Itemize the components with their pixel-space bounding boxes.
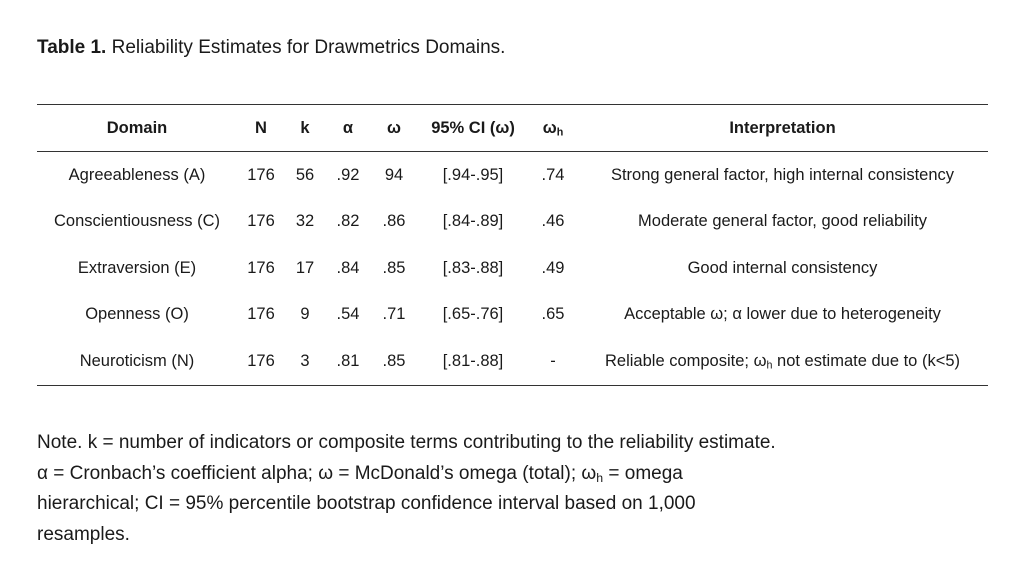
cell-omega-h: - <box>550 351 556 370</box>
header-omega: ω <box>387 118 401 137</box>
cell-ci: [.83-.88] <box>442 258 504 277</box>
table-header <box>37 105 988 152</box>
cell-n: 176 <box>247 305 275 324</box>
cell-alpha: .84 <box>336 258 360 277</box>
header-domain: Domain <box>106 118 168 137</box>
cell-domain: Extraversion (E) <box>77 258 197 277</box>
cell-k: 9 <box>300 305 310 324</box>
cell-interpretation: Good internal consistency <box>687 258 878 277</box>
cell-n: 176 <box>247 165 275 184</box>
cell-omega: .71 <box>382 305 406 324</box>
cell-k: 17 <box>295 258 315 277</box>
cell-k: 3 <box>300 351 310 370</box>
cell-alpha: .82 <box>336 212 360 231</box>
cell-omega: 94 <box>384 165 404 184</box>
table-row <box>37 245 988 292</box>
header-omega-h-sub: h <box>556 126 564 139</box>
table-row <box>37 338 988 385</box>
reliability-table-container <box>37 104 988 386</box>
header-alpha: α <box>342 118 354 137</box>
header-ci: 95% CI (ω) <box>431 118 515 137</box>
cell-k: 56 <box>295 165 315 184</box>
note-line-1: Note. k = number of indicators or composite terms contributing to the reliability estimate. <box>37 432 776 453</box>
header-omega-h <box>529 105 577 152</box>
cell-alpha: .92 <box>336 165 360 184</box>
cell-alpha: .81 <box>336 351 360 370</box>
table-row <box>37 199 988 246</box>
caption-title: Reliability Estimates for Drawmetrics Domains. <box>106 37 506 58</box>
cell-omega-h: .46 <box>541 212 565 231</box>
note-line-2-post: = omega <box>603 462 683 484</box>
cell-domain: Openness (O) <box>85 305 189 324</box>
cell-interpretation <box>577 338 988 385</box>
cell-ci: [.94-.95] <box>442 165 504 184</box>
header-row <box>37 105 988 152</box>
table-caption <box>37 36 505 60</box>
interpretation-pre: Reliable composite; ω <box>605 351 767 370</box>
table-body <box>37 152 988 386</box>
cell-interpretation: Moderate general factor, good reliability <box>638 212 927 231</box>
cell-omega: .85 <box>382 351 406 370</box>
table-row <box>37 152 988 199</box>
header-interpretation: Interpretation <box>729 118 836 137</box>
cell-omega: .86 <box>382 212 406 231</box>
cell-omega-h: .49 <box>541 258 565 277</box>
cell-domain: Conscientiousness (C) <box>54 212 220 231</box>
cell-interpretation: Acceptable ω; α lower due to heterogeneity <box>624 305 941 324</box>
cell-n: 176 <box>247 212 275 231</box>
note-line-4: resamples. <box>37 523 130 545</box>
cell-k: 32 <box>295 212 315 231</box>
reliability-table <box>37 104 988 386</box>
note-line-3: hierarchical; CI = 95% percentile bootstrap confidence interval based on 1,000 <box>37 493 696 514</box>
cell-omega: .85 <box>382 258 406 277</box>
cell-ci: [.84-.89] <box>442 212 504 231</box>
cell-omega-h: .74 <box>541 165 565 184</box>
interpretation-sub: h <box>766 359 773 372</box>
header-omega-h-base: ω <box>542 118 557 137</box>
cell-ci: [.81-.88] <box>442 351 504 370</box>
header-n: N <box>255 118 267 137</box>
table-row <box>37 292 988 339</box>
header-k: k <box>300 118 310 137</box>
cell-omega-h: .65 <box>541 305 565 324</box>
cell-domain: Agreeableness (A) <box>68 165 206 184</box>
note-line-2-pre: α = Cronbach’s coefficient alpha; ω = McDonald’s omega (total); ω <box>37 462 597 484</box>
cell-n: 176 <box>247 351 275 370</box>
cell-interpretation: Strong general factor, high internal consistency <box>610 165 955 184</box>
table-note <box>37 428 937 550</box>
cell-n: 176 <box>247 258 275 277</box>
caption-lead: Table 1. <box>37 37 107 58</box>
note-line-2 <box>37 459 937 490</box>
cell-ci: [.65-.76] <box>442 305 504 324</box>
cell-domain: Neuroticism (N) <box>79 351 195 370</box>
interpretation-post: not estimate due to (k<5) <box>772 351 960 370</box>
note-line-2-sub: h <box>596 470 604 485</box>
cell-alpha: .54 <box>336 305 360 324</box>
